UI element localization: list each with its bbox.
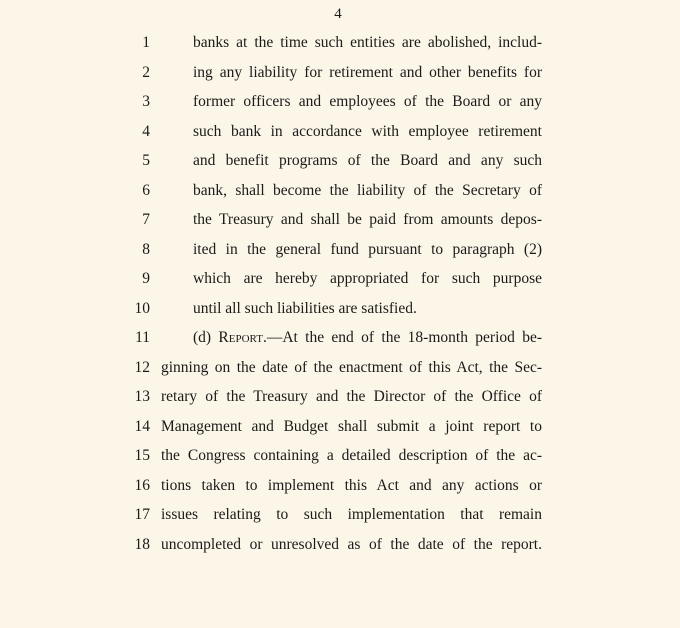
line-text: uncompleted or unresolved as of the date of the report. <box>161 535 542 553</box>
line-number: 5 <box>142 152 150 169</box>
line-text: ing any liability for retirement and other benefits for <box>193 63 542 81</box>
line-number: 10 <box>134 299 150 317</box>
line-number: 9 <box>142 270 150 287</box>
document-line <box>0 506 680 536</box>
line-number: 14 <box>134 417 150 435</box>
line-text: the Treasury and shall be paid from amounts depos- <box>193 211 542 228</box>
line-number: 8 <box>142 240 150 258</box>
line-text: such bank in accordance with employee retirement <box>193 122 542 140</box>
line-text: ited in the general fund pursuant to paragraph (2) <box>193 240 542 258</box>
document-line <box>0 93 680 123</box>
document-line <box>0 447 680 477</box>
line-number: 3 <box>142 93 150 110</box>
line-text: Management and Budget shall submit a joint report to <box>161 417 542 435</box>
line-text: which are hereby appropriated for such purpose <box>193 270 542 287</box>
line-number: 12 <box>134 358 150 376</box>
document-line <box>0 182 680 212</box>
line-text: banks at the time such entities are abolished, includ- <box>193 34 542 51</box>
document-line <box>0 241 680 271</box>
line-number: 18 <box>134 535 150 553</box>
subsection-marker: (d) <box>193 329 219 346</box>
line-number: 4 <box>142 122 150 140</box>
line-text <box>193 329 542 347</box>
document-line <box>0 536 680 566</box>
document-line <box>0 34 680 64</box>
line-text: the Congress containing a detailed description of the ac- <box>161 447 542 464</box>
document-line <box>0 418 680 448</box>
document-line <box>0 123 680 153</box>
document-line <box>0 300 680 330</box>
line-number: 17 <box>134 506 150 523</box>
line-text: retary of the Treasury and the Director of the Office of <box>161 388 542 405</box>
line-number: 7 <box>142 211 150 228</box>
document-line <box>0 152 680 182</box>
document-line <box>0 270 680 300</box>
document-line <box>0 329 680 359</box>
subsection-text: .—At the end of the 18-month period be- <box>262 329 542 346</box>
line-text: former officers and employees of the Board or any <box>193 93 542 110</box>
line-text: bank, shall become the liability of the Secretary of <box>193 181 542 199</box>
line-text: issues relating to such implementation that remain <box>161 506 542 523</box>
page-number: 4 <box>334 6 342 22</box>
line-number: 11 <box>135 329 150 346</box>
line-number: 15 <box>134 447 150 464</box>
line-number: 6 <box>142 181 150 199</box>
line-text: ginning on the date of the enactment of this Act, the Sec- <box>161 358 542 376</box>
document-line <box>0 388 680 418</box>
line-number: 13 <box>134 388 150 405</box>
document-line <box>0 359 680 389</box>
document-line <box>0 211 680 241</box>
line-number: 16 <box>134 476 150 494</box>
document-line <box>0 477 680 507</box>
document-line <box>0 64 680 94</box>
line-number: 2 <box>142 63 150 81</box>
line-text: tions taken to implement this Act and any actions or <box>161 476 542 494</box>
line-text: until all such liabilities are satisfied. <box>193 299 417 317</box>
line-number: 1 <box>142 34 150 51</box>
line-text: and benefit programs of the Board and any such <box>193 152 542 169</box>
subsection-heading: Report <box>218 329 263 346</box>
